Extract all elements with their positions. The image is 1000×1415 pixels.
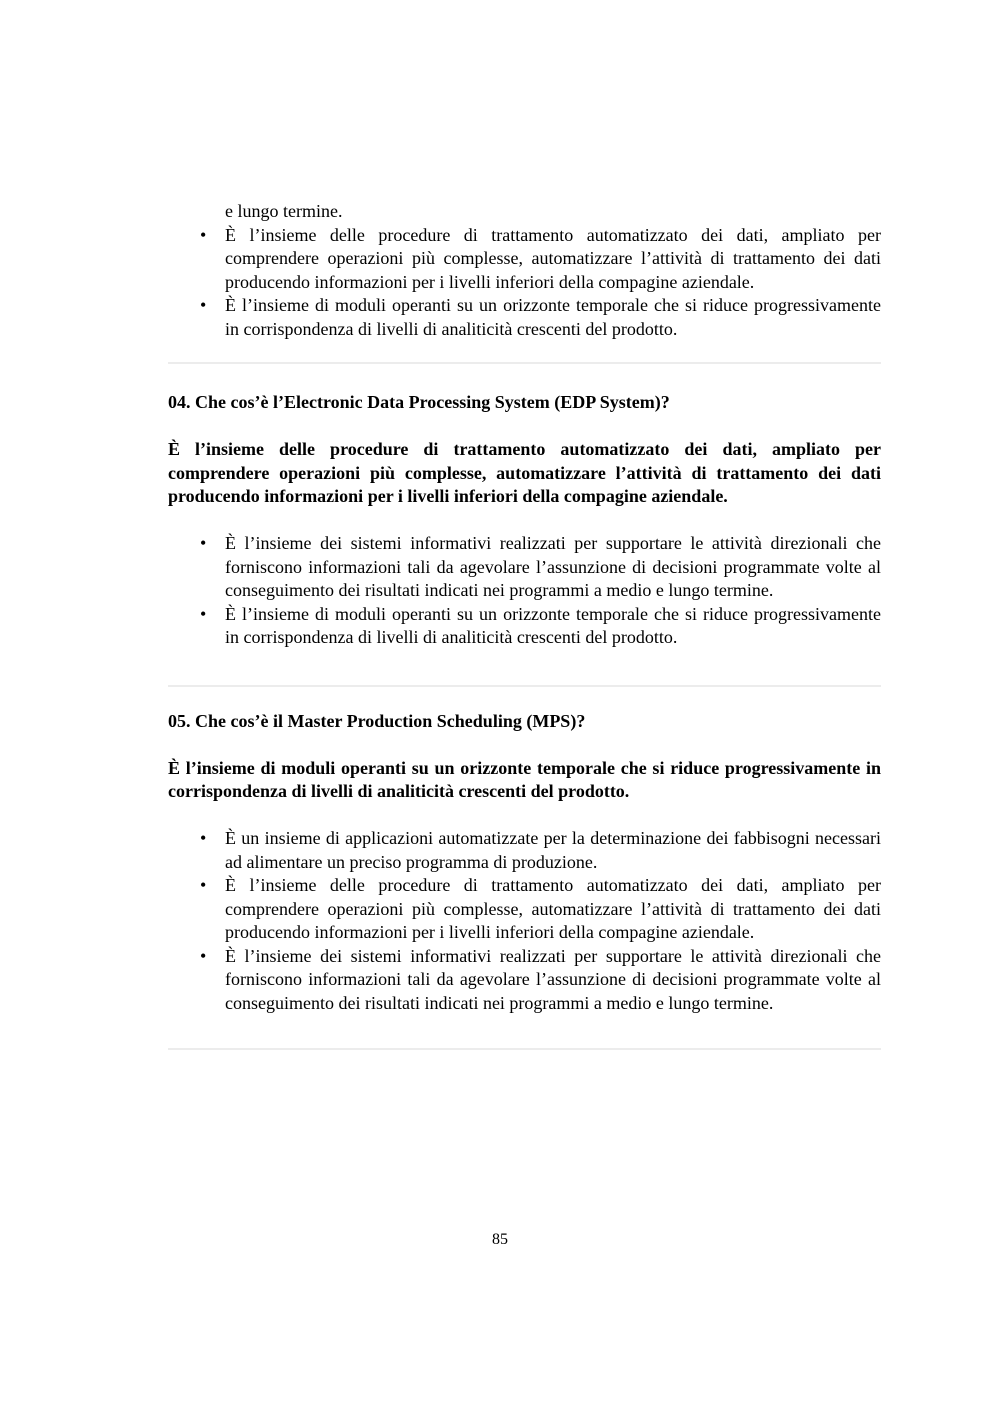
answer-option: • È l’insieme dei sistemi informativi realizzati per supportare le attività direzionali che forniscono informazioni tali da agevolare l’assunzione di decisioni programmate volte al conseguimento dei risultati indicati nei programmi a medio e lungo termine. [225,532,881,603]
section-divider [168,362,881,364]
answer-list [168,532,881,650]
answer-option: • È l’insieme di moduli operanti su un orizzonte temporale che si riduce progressivamente in corrispondenza di livelli di analiticità crescenti del prodotto. [225,294,881,341]
question-title: 05. Che cos’è il Master Production Scheduling (MPS)? [168,710,586,731]
section-divider [168,685,881,687]
carryover-answer-list [168,200,881,341]
answer-option: • È un insieme di applicazioni automatizzate per la determinazione dei fabbisogni necessari ad alimentare un preciso programma di produzione. [225,827,881,874]
question-block-05 [168,710,881,1016]
answer-option: e lungo termine. [225,201,343,221]
answer-option: • È l’insieme di moduli operanti su un orizzonte temporale che si riduce progressivamente in corrispondenza di livelli di analiticità crescenti del prodotto. [225,603,881,650]
page-content [168,200,881,1050]
correct-answer: È l’insieme delle procedure di trattamento automatizzato dei dati, ampliato per comprendere operazioni più complesse, automatizzare l’attività di trattamento dei dati producendo informazioni per i livelli inferiori della compagine aziendale. [168,439,881,506]
question-block-04 [168,391,881,650]
page-number: 85 [492,1231,508,1248]
answer-list [168,827,881,1015]
question-title: 04. Che cos’è l’Electronic Data Processing System (EDP System)? [168,392,670,412]
correct-answer: È l’insieme di moduli operanti su un orizzonte temporale che si riduce progressivamente in corrispondenza di livelli di analiticità crescenti del prodotto. [168,757,881,801]
answer-option: • È l’insieme delle procedure di trattamento automatizzato dei dati, ampliato per comprendere operazioni più complesse, automatizzare l’attività di trattamento dei dati producendo informazioni per i livelli inferiori della compagine aziendale. [225,224,881,295]
section-divider [168,1048,881,1050]
answer-option: • È l’insieme delle procedure di trattamento automatizzato dei dati, ampliato per comprendere operazioni più complesse, automatizzare l’attività di trattamento dei dati producendo informazioni per i livelli inferiori della compagine aziendale. [225,874,881,945]
answer-option: • È l’insieme dei sistemi informativi realizzati per supportare le attività direzionali che forniscono informazioni tali da agevolare l’assunzione di decisioni programmate volte al conseguimento dei risultati indicati nei programmi a medio e lungo termine. [225,945,881,1016]
